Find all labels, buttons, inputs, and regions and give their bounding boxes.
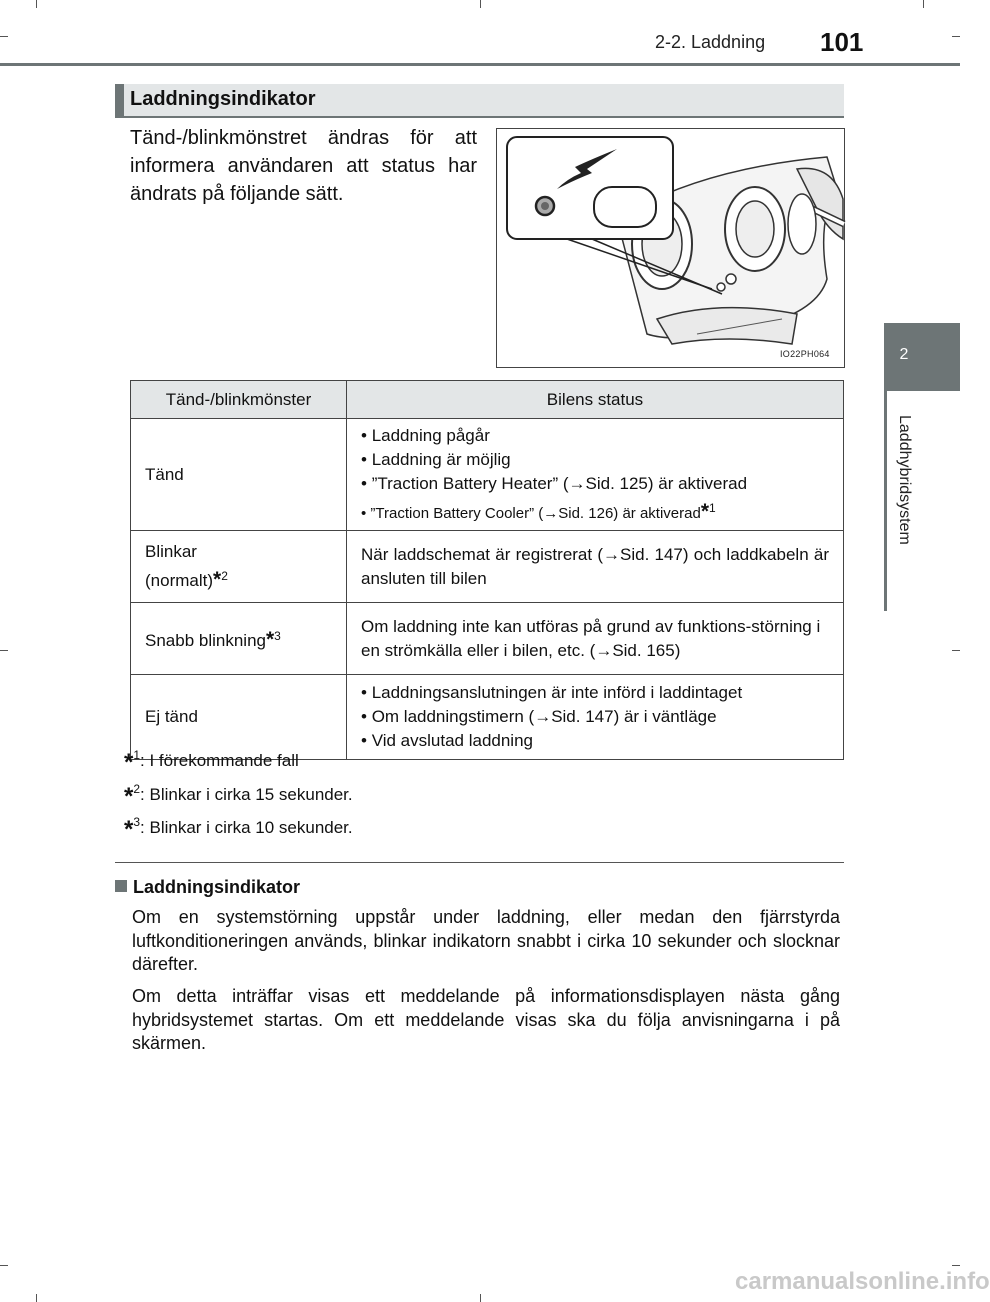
intro-text: Tänd-/blinkmönstret ändras för att informera användaren att status har ändrats på följande sätt.	[130, 127, 477, 205]
crop-mark	[0, 36, 8, 37]
subsection-title: Laddningsindikator	[133, 877, 301, 897]
paragraph: Om detta inträffar visas ett meddelande på informationsdisplayen nästa gång hybridsystemet startas. Om ett meddelande visas ska du följa anvisningarna i på skärmen.	[132, 986, 840, 1053]
status-cell: När laddschemat är registrerat (→Sid. 147) och laddkabeln är ansluten till bilen	[347, 531, 844, 603]
footnote-text: : Blinkar i cirka 15 sekunder.	[140, 785, 353, 804]
square-bullet-icon	[115, 880, 127, 892]
footnote-star: *	[700, 499, 710, 523]
paragraph: Om en systemstörning uppstår under laddning, eller medan den fjärrstyrda luftkonditioneringen används, blinkar indikatorn snabbt i cirka 10 sekunder och slocknar därefter.	[132, 907, 840, 974]
crop-mark	[36, 0, 37, 8]
crop-mark	[36, 1294, 37, 1302]
pattern-text: Blinkar	[145, 542, 197, 561]
footnote-star: *	[124, 783, 134, 810]
section-separator	[115, 862, 844, 863]
footnote-ref: 1	[709, 500, 716, 515]
footnote-number: 3	[133, 815, 141, 829]
footnote-star: *	[213, 568, 222, 591]
status-bullet: • ”Traction Battery Heater” (→Sid. 125) är aktiverad	[361, 472, 829, 496]
pattern-cell	[131, 531, 347, 603]
charging-port-illustration	[496, 128, 845, 368]
charging-port-drawing	[497, 129, 844, 367]
status-bullet: • Laddning är möjlig	[361, 448, 829, 472]
header-rule	[0, 63, 960, 66]
crop-mark	[0, 1265, 8, 1266]
footnote	[124, 748, 299, 777]
page-number: 101	[820, 27, 864, 57]
section-title: Laddningsindikator	[130, 88, 316, 110]
pattern-text: Snabb blinkning	[145, 631, 266, 650]
crop-mark	[952, 650, 960, 651]
pattern-cell: Tänd	[131, 419, 347, 531]
chapter-number: 2	[899, 346, 909, 363]
footnote-number: 1	[133, 748, 141, 762]
crop-mark	[480, 1294, 481, 1302]
status-table	[130, 380, 844, 760]
status-bullet: • Laddningsanslutningen är inte införd i laddintaget	[361, 681, 829, 705]
table-header-row	[131, 381, 844, 419]
pattern-cell: Ej tänd	[131, 675, 347, 760]
section-banner-accent	[115, 84, 124, 116]
table-row	[131, 675, 844, 760]
footnote-ref: 3	[274, 629, 281, 643]
status-cell	[347, 419, 844, 531]
table-row	[131, 531, 844, 603]
crop-mark	[952, 36, 960, 37]
crop-mark	[952, 1265, 960, 1266]
status-cell	[347, 675, 844, 760]
footnote-ref: 2	[221, 569, 228, 583]
footnote-star: *	[124, 749, 134, 776]
status-bullet: • Om laddningstimern (→Sid. 147) är i väntläge	[361, 705, 829, 729]
header-section-title: 2-2. Laddning	[655, 32, 766, 52]
illustration-code: IO22PH064	[780, 349, 830, 359]
pattern-text: (normalt)	[145, 571, 214, 590]
footnote	[124, 815, 353, 844]
table-header-pattern: Tänd-/blinkmönster	[131, 381, 347, 419]
watermark: carmanualsonline.info	[735, 1268, 990, 1295]
status-bullet-text: ”Traction Battery Cooler” (→Sid. 126) är aktiverad	[370, 504, 701, 522]
pattern-cell	[131, 603, 347, 675]
status-bullet	[361, 496, 829, 526]
subsection-heading	[115, 877, 300, 898]
footnote-text: : Blinkar i cirka 10 sekunder.	[140, 818, 353, 837]
status-bullet: • Laddning pågår	[361, 424, 829, 448]
table-row	[131, 419, 844, 531]
table-header-status: Bilens status	[347, 381, 844, 419]
footnote	[124, 782, 353, 811]
table-row	[131, 603, 844, 675]
crop-mark	[923, 0, 924, 8]
status-bullet: • Vid avslutad laddning	[361, 729, 829, 753]
chapter-tab-strip	[884, 391, 887, 611]
chapter-label: Laddhybridsystem	[896, 415, 913, 545]
footnote-number: 2	[133, 782, 141, 796]
section-banner-rule	[115, 116, 844, 118]
footnote-star: *	[124, 816, 134, 843]
crop-mark	[480, 0, 481, 8]
footnote-star: *	[265, 628, 275, 651]
footnote-text: : I förekommande fall	[140, 751, 299, 770]
status-cell: Om laddning inte kan utföras på grund av funktions-störning i en strömkälla eller i bilen, etc. (→Sid. 165)	[347, 603, 844, 675]
crop-mark	[0, 650, 8, 651]
